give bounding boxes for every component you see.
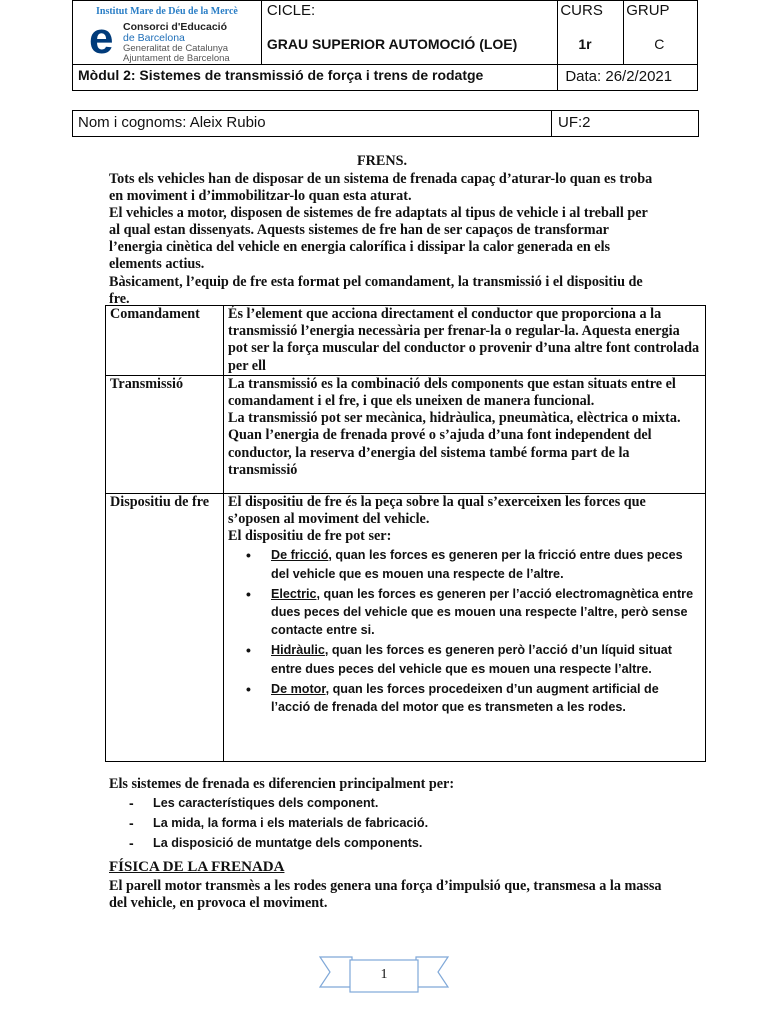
row-label: Dispositiu de fre [106, 493, 224, 761]
curs-label: CURS [560, 2, 603, 19]
consortium-line2: de Barcelona [123, 32, 185, 44]
grup-value: C [654, 36, 665, 52]
date-cell [558, 65, 698, 91]
modul-text: Mòdul 2: Sistemes de transmissió de força i trens de rodatge [78, 67, 484, 83]
page-title: FRENS. [357, 153, 408, 169]
section-title: FÍSICA DE LA FRENADA [109, 859, 285, 875]
date-text: Data: 26/2/2021 [565, 68, 673, 85]
list-item: • De fricció, quan les forces es generen per la fricció entre dues peces del vehicle que es mouen una respecte de l’altre. [228, 546, 701, 582]
logo-e-icon: e [89, 14, 114, 63]
page-number-ribbon [318, 955, 450, 995]
diff-intro: Els sistemes de frenada es diferencien principalment per: [109, 776, 455, 792]
page-number: 1 [380, 967, 388, 982]
row-paragraph: La transmissió pot ser mecànica, hidràulica, pneumàtica, elèctrica o mixta. Quan l’energia de frenada prové o s’ajuda d’una font independent del conductor, la reserva d’energia del sistema també forma part de la transmissió [228, 410, 681, 478]
consortium-line3: Generalitat de Catalunya [123, 43, 229, 54]
section-text: El parell motor transmès a les rodes genera una força d’impulsió que, transmesa a la massa del vehicle, en provoca el moviment. [109, 878, 662, 912]
diff-list [127, 794, 428, 855]
row-paragraph: La transmissió es la combinació dels components que estan situats entre el comandament i el fre, i que els uneixen de manera funcional. [228, 375, 676, 410]
brake-type-list [228, 546, 701, 716]
student-name: Nom i cognoms: Aleix Rubio [78, 114, 266, 131]
grup-label: GRUP [626, 2, 670, 19]
row-text [224, 493, 706, 761]
table-row [106, 493, 706, 761]
table-row [106, 375, 706, 493]
uf-box [551, 110, 699, 137]
row-text: És l’element que acciona directament el conductor que proporciona a la transmissió l’energia necessària per frenar-la o regular-la. Aquesta energia pot ser la força muscular del conductor o provenir d’una altre font controlada per ell [224, 306, 706, 376]
row-text [224, 375, 706, 493]
row-label: Transmissió [106, 375, 224, 493]
curs-value: 1r [578, 36, 592, 52]
curs-cell [558, 1, 624, 65]
list-item: - La disposició de muntatge dels components. [127, 834, 428, 852]
row-paragraph: El dispositiu de fre és la peça sobre la qual s’exerceixen les forces que s’oposen al moviment del vehicle. [228, 493, 646, 528]
school-name: Institut Mare de Déu de la Mercè [96, 6, 238, 17]
list-item: • Hidràulic, quan les forces es generen però l’acció d’un líquid situat entre dues peces del vehicle que es mouen una respecte l’altre. [228, 641, 701, 677]
uf-text: UF:2 [558, 114, 591, 131]
list-item: • Electric, quan les forces es generen per l’acció electromagnètica entre dues peces del vehicle que es mouen una respecte l’altre, però sense contacte entre si. [228, 585, 701, 640]
cicle-label: CICLE: [266, 2, 316, 19]
list-item: - Les característiques dels component. [127, 794, 428, 812]
intro-paragraph: El vehicles a motor, disposen de sistemes de fre adaptats al tipus de vehicle i al treball per al qual estan dissenyats. Aquests sistemes de fre han de ser capaços de transformar l’energia cinètica del vehicle en energia calorífica i dissipar la calor generada en els elements actius. [109, 205, 648, 273]
list-item: - La mida, la forma i els materials de fabricació. [127, 814, 428, 832]
cicle-value: GRAU SUPERIOR AUTOMOCIÓ (LOE) [266, 36, 518, 52]
intro-paragraph: Bàsicament, l’equip de fre esta format pel comandament, la transmissió i el dispositiu de fre. [109, 273, 643, 307]
brake-components-table [105, 305, 706, 762]
consortium-line4: Ajuntament de Barcelona [123, 53, 230, 64]
intro-paragraph: Tots els vehicles han de disposar de un sistema de frenada capaç d’aturar-lo quan es troba en moviment i d’immobilitzar-lo quan esta aturat. [109, 171, 653, 205]
consortium-logo [73, 14, 261, 64]
header-table [72, 0, 698, 91]
grup-cell [624, 1, 698, 65]
row-label: Comandament [106, 306, 224, 376]
list-item: • De motor, quan les forces procedeixen d’un augment artificial de l’acció de frenada del motor que es transmeten a les rodes. [228, 680, 701, 716]
name-box [72, 110, 552, 137]
consortium-line1: Consorci d'Educació [123, 21, 228, 33]
logo-cell [73, 1, 262, 65]
cicle-cell [261, 1, 558, 65]
table-row [106, 306, 706, 376]
modul-cell [73, 65, 558, 91]
row-paragraph: El dispositiu de fre pot ser: [228, 528, 392, 545]
intro-block [109, 171, 659, 308]
